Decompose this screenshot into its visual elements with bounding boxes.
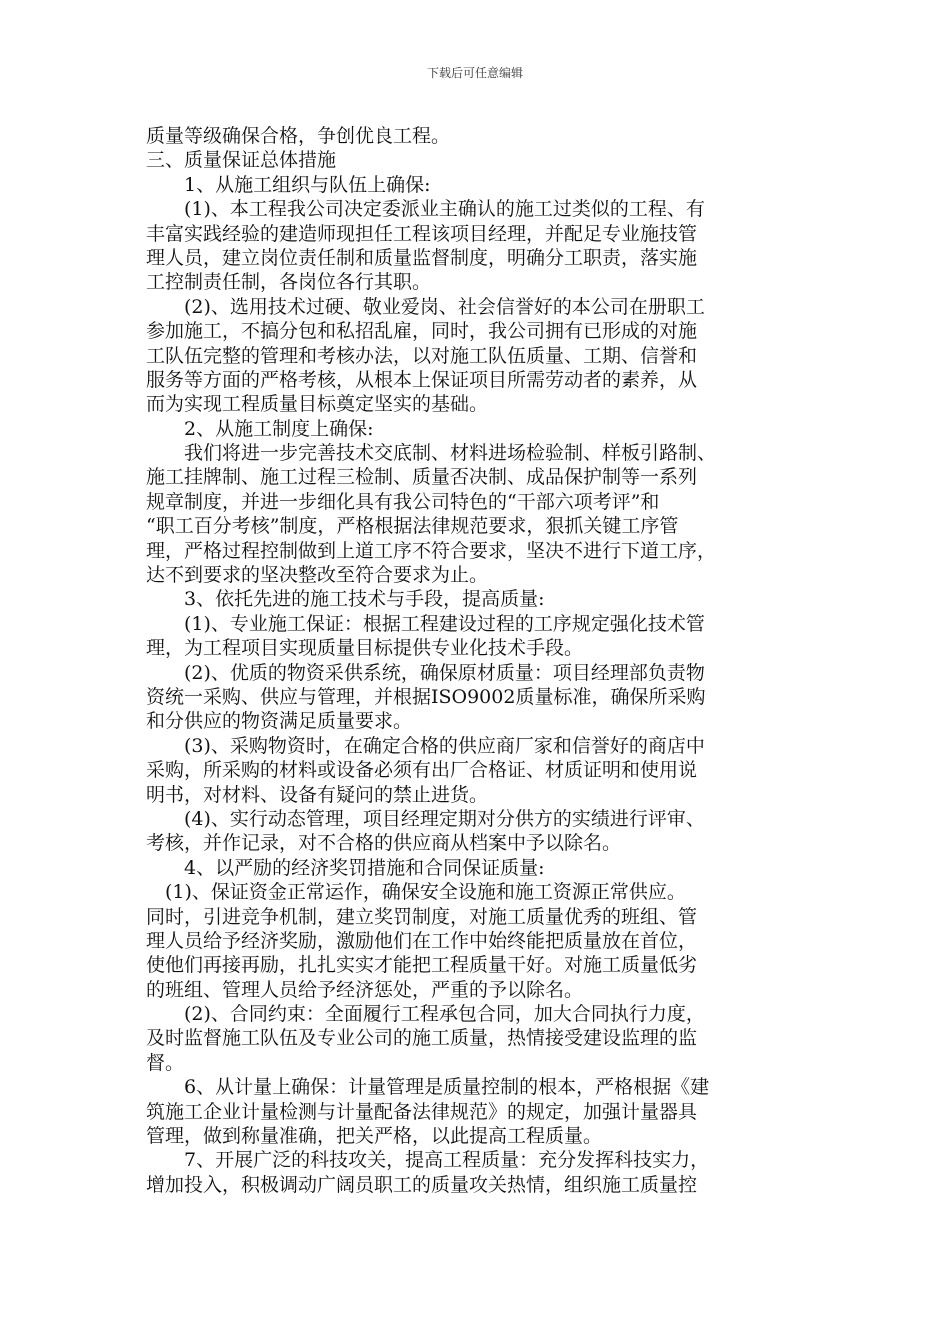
text-line: 质量等级确保合格，争创优良工程。 [146, 125, 451, 147]
text-line: 6、从计量上确保：计量管理是质量控制的根本，严格根据《建 [146, 1076, 710, 1099]
text-line: (4)、实行动态管理，项目经理定期对分供方的实绩进行评审、 [146, 807, 705, 830]
text-line: 理，严格过程控制做到上道工序不符合要求，坚决不进行下道工序， [146, 539, 717, 562]
text-line: 督。 [146, 1051, 185, 1074]
text-line: 的班组、管理人员给予经济惩处，严重的予以除名。 [146, 978, 584, 1001]
text-line: (1)、本工程我公司决定委派业主确认的施工过类似的工程、有 [146, 198, 705, 221]
text-line: 和分供应的物资满足质量要求。 [146, 710, 413, 733]
text-line: (1)、专业施工保证：根据工程建设过程的工序规定强化技术管 [146, 612, 705, 635]
text-line: (3)、采购物资时，在确定合格的供应商厂家和信誉好的商店中 [146, 734, 705, 757]
text-line: 施工挂牌制、施工过程三检制、质量否决制、成品保护制等一系列 [146, 466, 698, 489]
text-line: (1)、保证资金正常运作，确保安全设施和施工资源正常供应。 [146, 881, 686, 904]
text-line: (2)、合同约束：全面履行工程承包合同，加大合同执行力度， [146, 1003, 705, 1026]
text-line: 4、以严励的经济奖罚措施和合同保证质量: [146, 856, 545, 879]
text-line: (2)、选用技术过硬、敬业爱岗、社会信誉好的本公司在册职工 [146, 295, 705, 318]
text-line: 7、开展广泛的科技攻关，提高工程质量：充分发挥科技实力， [146, 1149, 710, 1172]
text-line: 理，为工程项目实现质量目标提供专业化技术手段。 [146, 637, 584, 660]
text-line: 服务等方面的严格考核，从根本上保证项目所需劳动者的素养，从 [146, 368, 698, 391]
text-line: 而为实现工程质量目标奠定坚实的基础。 [146, 393, 489, 416]
text-line: 使他们再接再励，扎扎实实才能把工程质量干好。对施工质量低劣 [146, 954, 698, 977]
text-line: 参加施工，不搞分包和私招乱雇，同时，我公司拥有已形成的对施 [146, 320, 698, 343]
text-line: 同时，引进竞争机制，建立奖罚制度，对施工质量优秀的班组、管 [146, 905, 698, 928]
text-line: 3、依托先进的施工技术与手段，提高质量: [146, 588, 545, 611]
text-line: 工队伍完整的管理和考核办法，以对施工队伍质量、工期、信誉和 [146, 344, 698, 367]
text-line: 采购，所采购的材料或设备必须有出厂合格证、材质证明和使用说 [146, 759, 698, 782]
text-line: 理人员给予经济奖励，激励他们在工作中始终能把质量放在首位， [146, 929, 698, 952]
text-line: (2)、优质的物资采供系统，确保原材质量：项目经理部负责物 [146, 661, 705, 684]
text-line: 理人员，建立岗位责任制和质量监督制度，明确分工职责，落实施 [146, 246, 698, 269]
text-line: “职工百分考核”制度，严格根据法律规范要求，狠抓关键工序管 [146, 515, 679, 538]
text-line: 三、质量保证总体措施 [146, 149, 337, 172]
text-line: 明书，对材料、设备有疑问的禁止进货。 [146, 783, 489, 806]
text-line: 筑施工企业计量检测与计量配备法律规范》的规定，加强计量器具 [146, 1100, 698, 1123]
page-header: 下载后可任意编辑 [426, 66, 523, 80]
text-line: 资统一采购、供应与管理，并根据ISO9002质量标准，确保所采购 [146, 685, 706, 708]
text-line: 管理，做到称量准确，把关严格，以此提高工程质量。 [146, 1125, 603, 1148]
text-line: 丰富实践经验的建造师现担任工程该项目经理，并配足专业施技管 [146, 222, 698, 245]
text-line: 考核，并作记录，对不合格的供应商从档案中予以除名。 [146, 832, 622, 855]
text-line: 2、从施工制度上确保: [146, 417, 374, 440]
text-line: 及时监督施工队伍及专业公司的施工质量，热情接受建设监理的监 [146, 1027, 698, 1050]
text-line: 增加投入，积极调动广阔员职工的质量攻关热情，组织施工质量控 [146, 1173, 698, 1196]
text-line: 我们将进一步完善技术交底制、材料进场检验制、样板引路制、 [146, 442, 717, 465]
text-line: 1、从施工组织与队伍上确保: [146, 173, 431, 196]
text-line: 规章制度，并进一步细化具有我公司特色的“干部六项考评”和 [146, 490, 660, 513]
document-body [146, 124, 822, 1197]
text-line: 达不到要求的坚决整改至符合要求为止。 [146, 564, 489, 587]
text-line: 工控制责任制，各岗位各行其职。 [146, 271, 432, 294]
